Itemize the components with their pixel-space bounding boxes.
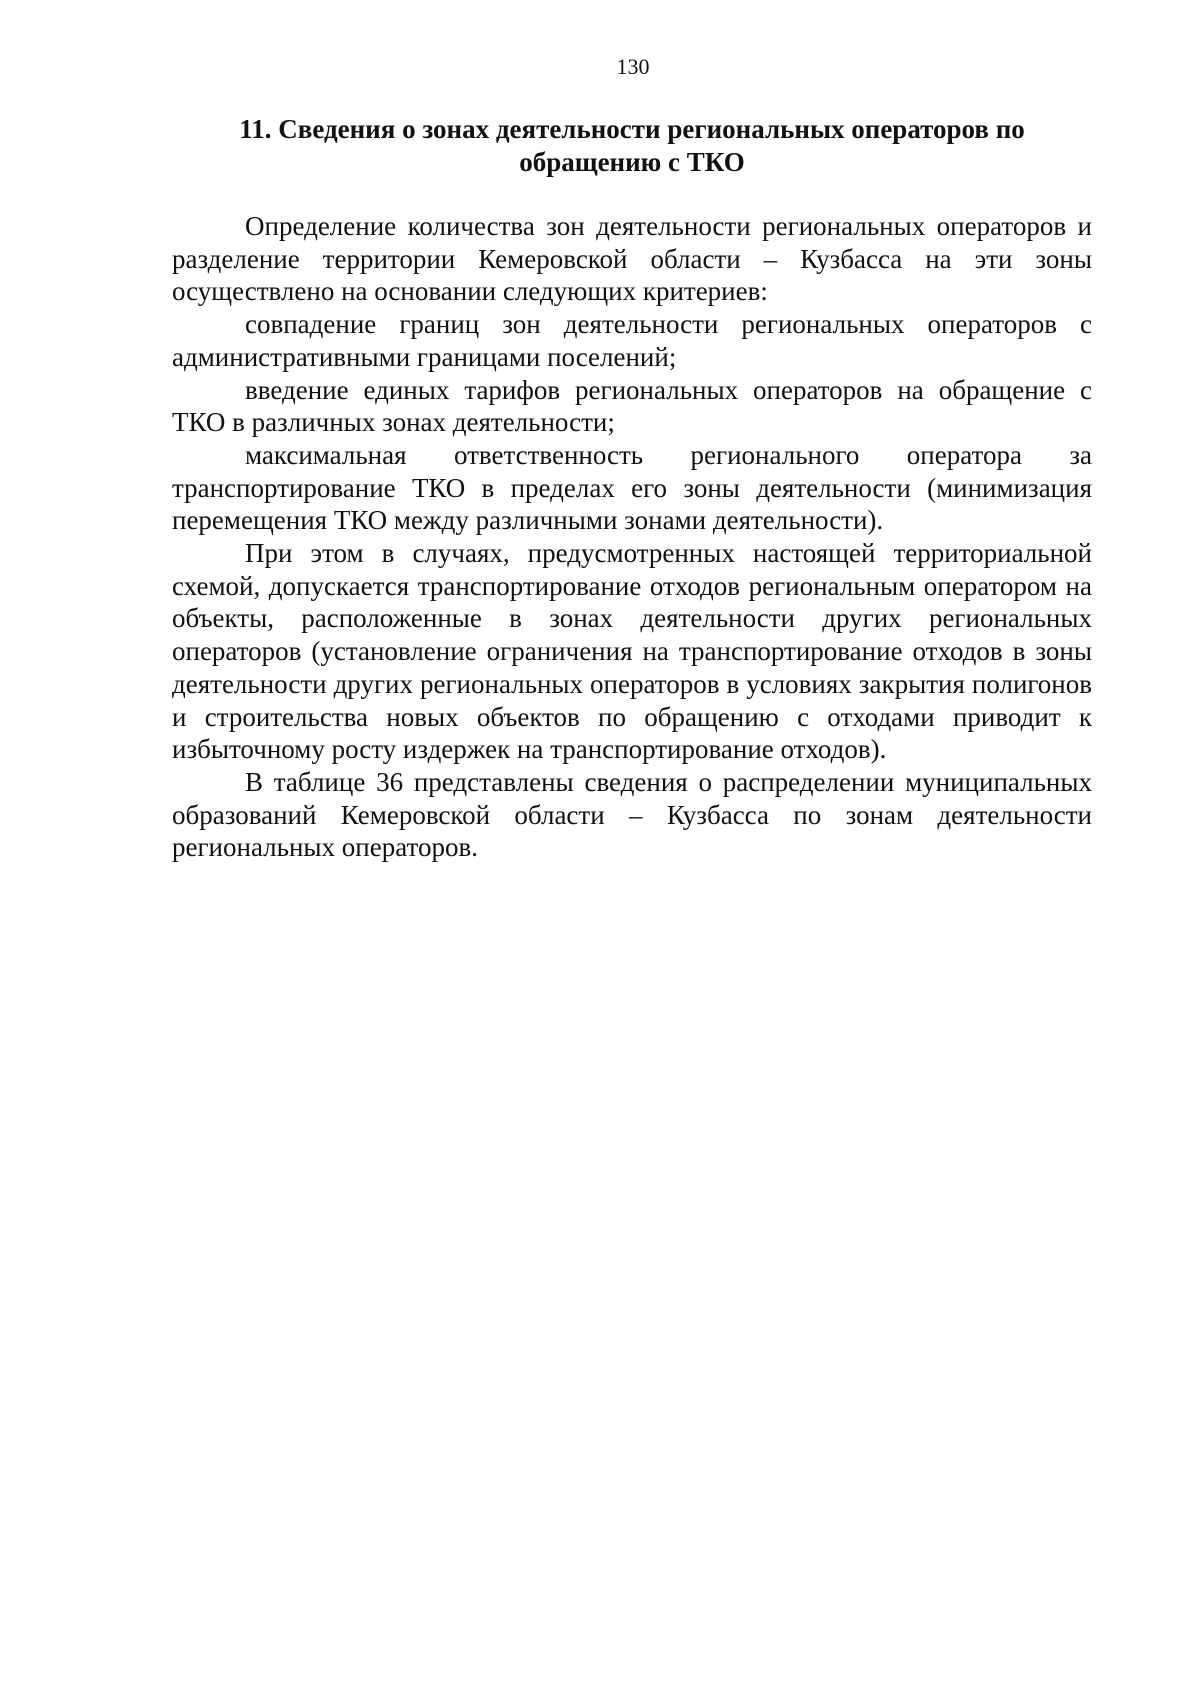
paragraph-criterion-responsibility: максимальная ответственность регионального оператора за транспортирование ТКО в пределах его зоны деятельности (минимизация перемещения ТКО между различными зонами деятельности).	[172, 439, 1092, 536]
paragraph-criterion-tariffs: введение единых тарифов региональных операторов на обращение с ТКО в различных зонах деятельности;	[172, 374, 1092, 438]
paragraph-table-reference: В таблице 36 представлены сведения о распределении муниципальных образований Кемеровской области – Кузбасса по зонам деятельности региональных операторов.	[172, 766, 1092, 863]
paragraph-transport-exceptions: При этом в случаях, предусмотренных настоящей территориальной схемой, допускается транспортирование отходов региональным оператором на объекты, расположенные в зонах деятельности других региональных операторов (установление ограничения на транспортирование отходов в зоны деятельности других региональных операторов в условиях закрытия полигонов и строительства новых объектов по обращению с отходами приводит к избыточному росту издержек на транспортирование отходов).	[172, 538, 1092, 765]
paragraph-zone-criteria-intro: Определение количества зон деятельности региональных операторов и разделение территории Кемеровской области – Кузбасса на эти зоны осуществлено на основании следующих критериев:	[172, 211, 1092, 307]
section-title: 11. Сведения о зонах деятельности региональных операторов по обращению с ТКО	[239, 114, 1025, 177]
paragraph-criterion-boundaries: совпадение границ зон деятельности региональных операторов с административными границами поселений;	[172, 309, 1092, 372]
body-text	[172, 210, 1092, 864]
page-number: 130	[616, 54, 650, 79]
